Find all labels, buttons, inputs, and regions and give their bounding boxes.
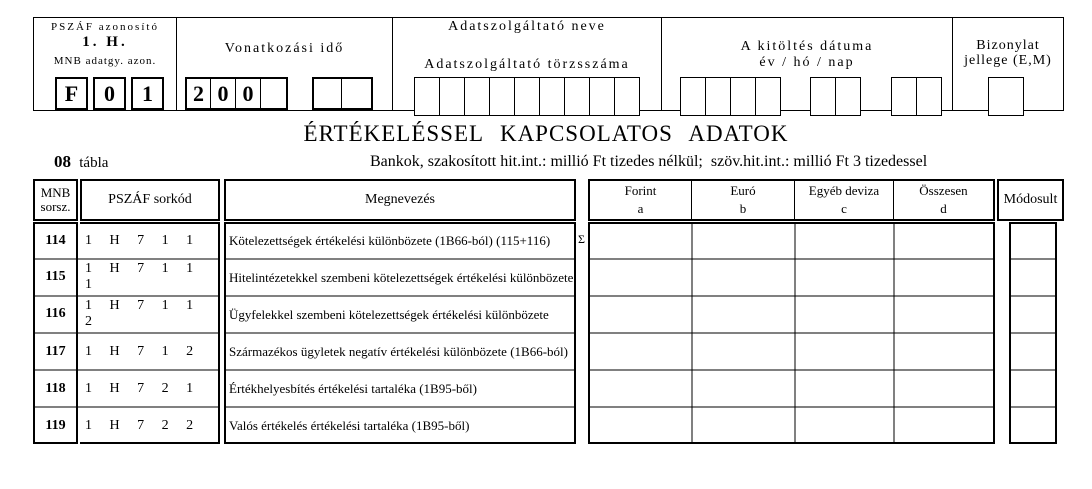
row-number: 116 (45, 306, 66, 321)
units-note: Bankok, szakosított hit.int.: millió Ft tizedes nélkül; szöv.hit.int.: millió Ft 3 tizedessel (370, 153, 928, 170)
row-code: 1 H 7 1 2 (85, 344, 201, 359)
pszaf-id-value: 1. H. (82, 34, 128, 50)
col-other-header: Egyéb deviza c (795, 181, 894, 219)
row-number: 119 (45, 418, 66, 433)
row-code: 1 H 7 1 1 (85, 233, 201, 248)
row-number: 118 (45, 381, 66, 396)
row-number: 115 (45, 269, 66, 284)
date-format-label: év / hó / nap (759, 55, 855, 70)
row-code: 1 H 7 1 1 2 (85, 298, 201, 329)
mnb-code-cell[interactable]: 0 (93, 77, 126, 110)
row-code: 1 H 7 2 2 (85, 418, 201, 433)
table-word: tábla (79, 155, 109, 171)
period-digit[interactable]: 0 (210, 77, 236, 110)
pszaf-id-label: PSZÁF azonosító (51, 21, 159, 33)
row-name: Kötelezettségek értékelési különbözete (1B66-ból) (115+116) (229, 232, 551, 248)
row-name: Valós értékelés értékelési tartaléka (1B95-ből) (229, 417, 470, 433)
row-number: 117 (45, 344, 66, 359)
col-modified-header: Módosult (997, 179, 1064, 221)
sigma-marker: Σ (578, 232, 585, 246)
col-name-header: Megnevezés (224, 179, 576, 221)
col-total-header: Összesen d (919, 183, 968, 216)
col-mnb-header: MNB sorsz. (33, 179, 78, 221)
col-code-header: PSZÁF sorkód (80, 179, 220, 221)
row-name: Értékhelyesbítés értékelési tartaléka (1B95-ből) (229, 380, 477, 396)
col-euro-header: Euró b (692, 181, 795, 219)
document-type-label: Bizonylat jellege (E,M) (964, 38, 1052, 68)
provider-reg-label: Adatszolgáltató törzsszáma (424, 57, 630, 72)
row-code: 1 H 7 2 1 (85, 381, 201, 396)
period-label: Vonatkozási idő (224, 41, 345, 56)
period-digit[interactable]: 0 (235, 77, 261, 110)
row-name: Származékos ügyletek negatív értékelési különbözete (1B66-ból) (229, 343, 568, 359)
row-number: 114 (45, 233, 66, 248)
page-title: ÉRTÉKELÉSSEL KAPCSOLATOS ADATOK (303, 121, 789, 146)
row-name: Ügyfelekkel szembeni kötelezettségek értékelési különbözete (229, 306, 549, 322)
mnb-id-label: MNB adatgy. azon. (53, 55, 157, 67)
row-name: Hitelintézetekkel szembeni kötelezettségek értékelési különbözete (229, 269, 574, 285)
row-code: 1 H 7 1 1 1 (85, 261, 201, 292)
col-forint-header: Forint a (590, 181, 692, 219)
table-number-value: 08 (54, 152, 71, 171)
provider-name-label: Adatszolgáltató neve (448, 19, 606, 34)
mnb-code-cell[interactable]: F (55, 77, 88, 110)
mnb-code-cell[interactable]: 1 (131, 77, 164, 110)
date-label: A kitöltés dátuma (740, 39, 874, 54)
period-digit[interactable]: 2 (185, 77, 211, 110)
